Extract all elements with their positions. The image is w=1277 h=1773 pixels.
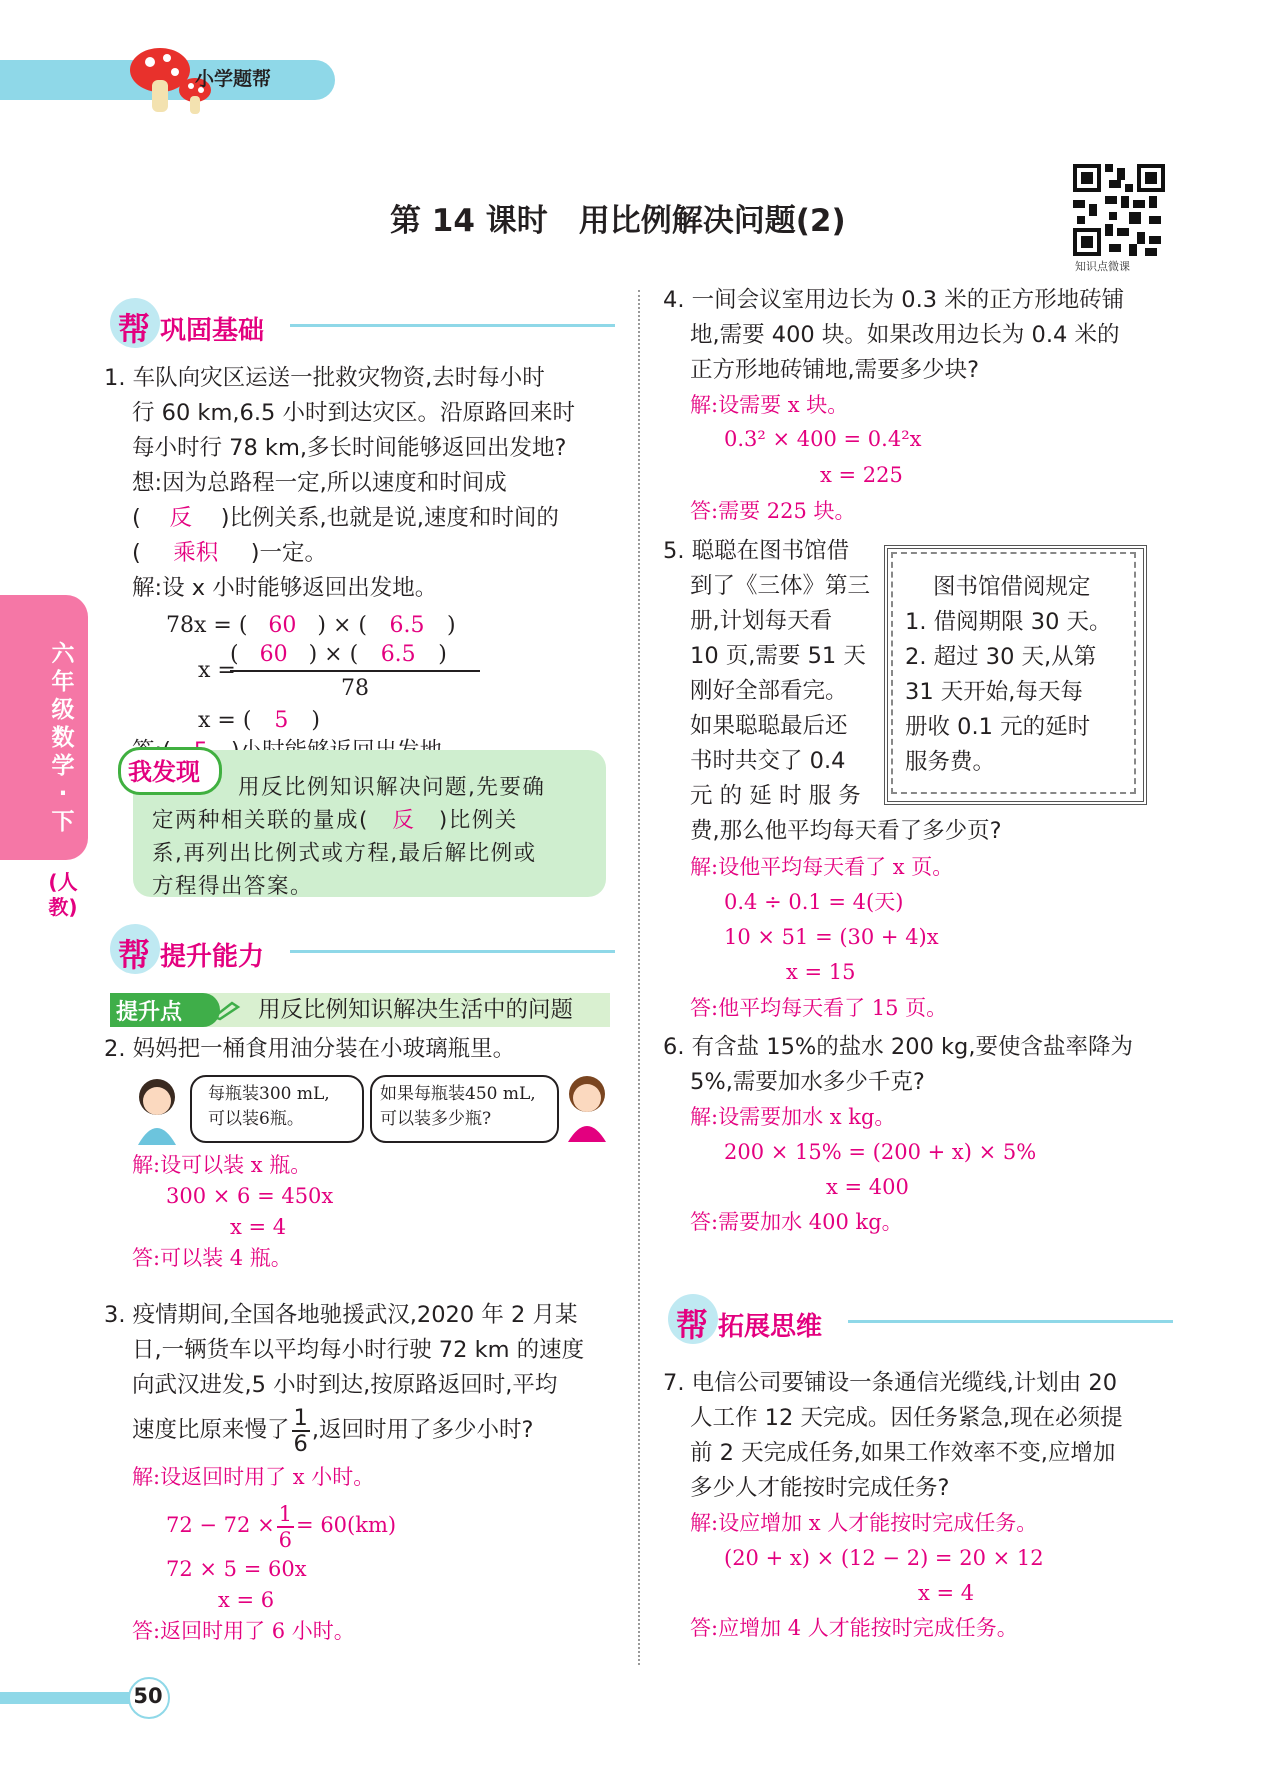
- q5-solution-3: 10 × 51 = (30 + 4)x: [724, 925, 939, 949]
- question-7-line-4: 多少人才能按时完成任务?: [690, 1475, 950, 1501]
- section-rule: [290, 324, 615, 327]
- question-3-line-1: 3. 疫情期间,全国各地驰援武汉,2020 年 2 月某: [104, 1302, 578, 1328]
- qr-code-icon[interactable]: [1073, 164, 1165, 256]
- answer-6-5: 6.5: [389, 613, 425, 638]
- think-line-2: [132, 501, 559, 536]
- question-7-line-3: 前 2 天完成任务,如果工作效率不变,应增加: [690, 1440, 1116, 1466]
- eq-text: 78x = (: [166, 613, 248, 638]
- section-rule: [848, 1320, 1173, 1323]
- denominator: 6: [293, 1430, 308, 1457]
- section-header-consolidate: [110, 302, 615, 346]
- q7-solution-3: x = 4: [918, 1581, 975, 1605]
- paren: (: [132, 505, 141, 531]
- answer-60: 60: [259, 642, 288, 667]
- discovery-line-4: 方程得出答案。: [152, 874, 314, 899]
- rules-title: 图书馆借阅规定: [933, 574, 1091, 600]
- question-6-line-2: 5%,需要加水多少千克?: [690, 1069, 925, 1095]
- paren: (: [132, 540, 141, 566]
- q4-solution-2: 0.3² × 400 = 0.4²x: [724, 427, 922, 451]
- denominator: 6: [278, 1527, 293, 1552]
- eq-text: ) × (: [308, 642, 359, 667]
- edition-label: (人教): [48, 870, 78, 919]
- girl-icon: [558, 1072, 616, 1144]
- column-divider: [638, 290, 640, 1665]
- question-5-line-9: 费,那么他平均每天看了多少页?: [690, 818, 1002, 844]
- rules-line-2: 2. 超过 30 天,从第: [905, 644, 1097, 670]
- question-3-line-3: 向武汉进发,5 小时到达,按原路返回时,平均: [132, 1372, 558, 1398]
- equation-2-denominator: 78: [341, 676, 369, 701]
- question-2-stem: 2. 妈妈把一桶食用油分装在小玻璃瓶里。: [104, 1036, 516, 1062]
- q5-solution-4: x = 15: [786, 960, 856, 984]
- section-title: 提升能力: [160, 942, 265, 972]
- text: )一定。: [250, 540, 328, 566]
- bubble-2-line-2: 可以装多少瓶?: [380, 1109, 492, 1129]
- section-title: 巩固基础: [160, 316, 265, 346]
- text: 定两种相关联的量成(: [152, 808, 369, 833]
- q2-solution-1: 解:设可以装 x 瓶。: [132, 1153, 312, 1177]
- section-header-improve: [110, 928, 615, 972]
- question-5-line-6: 如果聪聪最后还: [690, 713, 848, 739]
- tip-text: 用反比例知识解决生活中的问题: [258, 997, 574, 1023]
- rules-line-1: 1. 借阅期限 30 天。: [905, 609, 1112, 635]
- rules-line-5: 服务费。: [905, 749, 996, 775]
- bubble-2-line-1: 如果每瓶装450 mL,: [380, 1084, 536, 1104]
- question-5-line-5: 刚好全部看完。: [690, 678, 848, 704]
- numerator: 1: [293, 1404, 308, 1431]
- question-5-line-7: 书时共交了 0.4: [690, 748, 846, 774]
- think-line-1: 想:因为总路程一定,所以速度和时间成: [132, 470, 507, 496]
- section-badge-char: 帮: [676, 1306, 709, 1344]
- discovery-line-2: [152, 803, 518, 838]
- page-number: 50: [133, 1684, 163, 1708]
- bubble-1-line-1: 每瓶装300 mL,: [208, 1084, 330, 1104]
- discovery-line-3: 系,再列出比例式或方程,最后解比例或: [152, 841, 537, 866]
- text: ,返回时用了多少小时?: [311, 1417, 534, 1443]
- section-header-expand: [668, 1298, 1173, 1342]
- question-6-line-1: 6. 有含盐 15%的盐水 200 kg,要使含盐率降为: [663, 1034, 1133, 1060]
- q4-solution-4: 答:需要 225 块。: [690, 499, 856, 523]
- q6-solution-1: 解:设需要加水 x kg。: [690, 1105, 896, 1129]
- grade-label: 六年级数学·下: [51, 641, 75, 835]
- bubble-1-line-2: 可以装6瓶。: [208, 1109, 304, 1129]
- question-4-line-2: 地,需要 400 块。如果改用边长为 0.4 米的: [690, 322, 1120, 348]
- q7-solution-1: 解:设应增加 x 人才能按时完成任务。: [690, 1511, 1038, 1535]
- q3-solution-5: 答:返回时用了 6 小时。: [132, 1619, 355, 1643]
- mother-icon: [128, 1075, 186, 1147]
- question-5-line-3: 册,计划每天看: [690, 608, 833, 634]
- q4-solution-1: 解:设需要 x 块。: [690, 393, 849, 417]
- solution-set: 解:设 x 小时能够返回出发地。: [132, 575, 438, 601]
- q2-solution-4: 答:可以装 4 瓶。: [132, 1246, 292, 1270]
- eq-text: ) × (: [317, 613, 367, 638]
- question-3-line-2: 日,一辆货车以平均每小时行驶 72 km 的速度: [132, 1337, 585, 1363]
- question-1-line-3: 每小时行 78 km,多长时间能够返回出发地?: [132, 435, 567, 461]
- q7-solution-4: 答:应增加 4 人才能按时完成任务。: [690, 1616, 1018, 1640]
- answer-inverse: 反: [169, 505, 193, 531]
- question-5-line-4: 10 页,需要 51 天: [690, 643, 866, 669]
- equation-1: [166, 610, 456, 641]
- discovery-line-1: 用反比例知识解决问题,先要确: [238, 775, 546, 800]
- question-7-line-2: 人工作 12 天完成。因任务紧急,现在必须提: [690, 1405, 1123, 1431]
- answer-60: 60: [268, 613, 297, 638]
- rules-line-4: 册收 0.1 元的延时: [905, 714, 1091, 740]
- question-5-line-1: 5. 聪聪在图书馆借: [663, 538, 850, 564]
- fraction-one-sixth: [277, 1502, 294, 1552]
- q5-solution-5: 答:他平均每天看了 15 页。: [690, 996, 948, 1020]
- q2-solution-3: x = 4: [230, 1215, 287, 1239]
- q5-solution-1: 解:设他平均每天看了 x 页。: [690, 855, 954, 879]
- section-rule: [290, 950, 615, 953]
- question-4-line-3: 正方形地砖铺地,需要多少块?: [690, 357, 980, 383]
- text: )比例关: [438, 808, 518, 833]
- equation-2-numerator: ( 60 ) × ( 6.5 ): [230, 640, 480, 672]
- answer-product: 乘积: [173, 540, 219, 566]
- rules-line-3: 31 天开始,每天每: [905, 679, 1083, 705]
- eq-text: ): [447, 613, 456, 638]
- q3-solution-1: 解:设返回时用了 x 小时。: [132, 1465, 375, 1489]
- q6-solution-2: 200 × 15% = (200 + x) × 5%: [724, 1140, 1037, 1164]
- text: = 60(km): [296, 1513, 397, 1537]
- fraction-one-sixth: [292, 1406, 310, 1456]
- text: )比例关系,也就是说,速度和时间的: [220, 505, 559, 531]
- eq-text: ): [311, 708, 321, 733]
- question-5-line-2: 到了《三体》第三: [690, 573, 871, 599]
- question-7-line-1: 7. 电信公司要铺设一条通信光缆线,计划由 20: [663, 1370, 1118, 1396]
- q3-solution-4: x = 6: [218, 1588, 275, 1612]
- page-title: 第 14 课时 用比例解决问题(2): [390, 203, 846, 239]
- q3-solution-3: 72 × 5 = 60x: [166, 1557, 307, 1581]
- answer-inverse: 反: [392, 808, 416, 833]
- qr-caption: 知识点微课: [1075, 260, 1130, 273]
- discovery-badge-text: 我发现: [128, 758, 200, 786]
- question-1-line-2: 行 60 km,6.5 小时到达灾区。沿原路回来时: [132, 400, 575, 426]
- text: 速度比原来慢了: [132, 1417, 290, 1443]
- answer-5: 5: [274, 708, 289, 733]
- tip-label: 提升点: [116, 1000, 183, 1025]
- eq-text: ): [438, 642, 447, 667]
- question-4-line-1: 4. 一间会议室用边长为 0.3 米的正方形地砖铺: [663, 287, 1125, 313]
- brand-name: 小学题帮: [195, 68, 272, 90]
- section-badge-char: 帮: [118, 936, 151, 974]
- q3-solution-2: [166, 1498, 396, 1552]
- q6-solution-3: x = 400: [826, 1175, 909, 1199]
- question-5-line-8: 元 的 延 时 服 务: [690, 783, 861, 809]
- numerator: 1: [278, 1501, 293, 1526]
- question-3-line-4: [132, 1403, 533, 1457]
- eq-text: x = (: [198, 708, 252, 733]
- q5-solution-2: 0.4 ÷ 0.1 = 4(天): [724, 890, 904, 914]
- section-title: 拓展思维: [718, 1312, 823, 1342]
- section-badge-char: 帮: [118, 310, 151, 348]
- text: 72 − 72 ×: [166, 1513, 275, 1537]
- question-1-line-1: 1. 车队向灾区运送一批救灾物资,去时每小时: [104, 365, 545, 391]
- q4-solution-3: x = 225: [820, 463, 903, 487]
- equation-2-lhs: x =: [198, 658, 236, 683]
- footer-band: [0, 1692, 135, 1704]
- think-line-3: [132, 536, 327, 571]
- q7-solution-2: (20 + x) × (12 − 2) = 20 × 12: [724, 1546, 1044, 1570]
- q6-solution-4: 答:需要加水 400 kg。: [690, 1210, 903, 1234]
- answer-6-5: 6.5: [380, 642, 416, 667]
- equation-3: [198, 705, 320, 736]
- q2-solution-2: 300 × 6 = 450x: [166, 1184, 334, 1208]
- pencil-icon: [212, 999, 242, 1021]
